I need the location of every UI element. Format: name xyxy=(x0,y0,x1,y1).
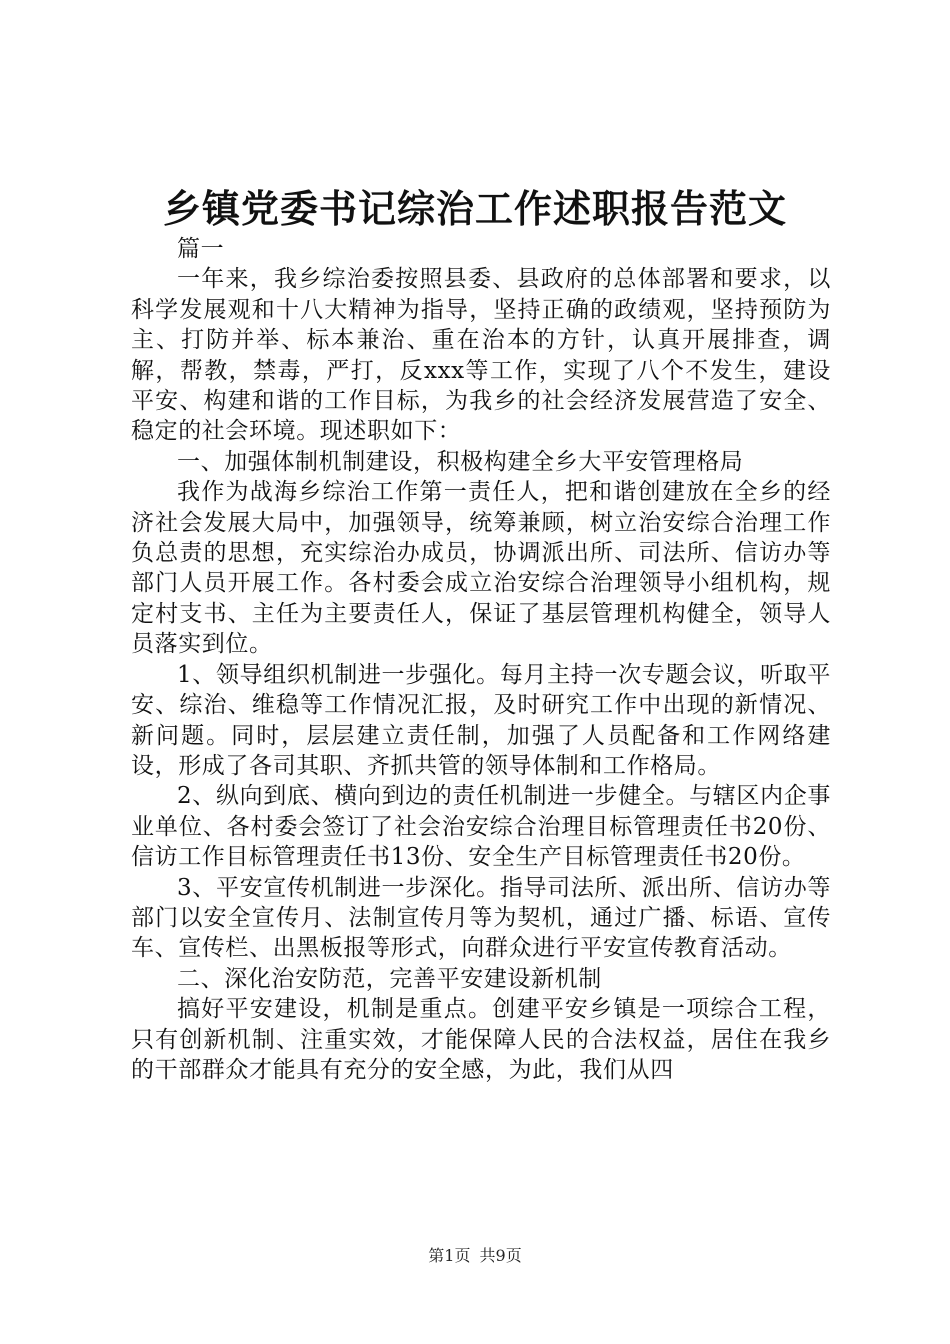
body-paragraph: 我作为战海乡综治工作第一责任人，把和谐创建放在全乡的经济社会发展大局中，加强领导，统筹兼顾，树立治安综合治理工作负总责的思想，充实综治办成员，协调派出所、司法所、信访办等部门人员开展工作。各村委会成立治安综合治理领导小组机构，规定村支书、主任为主要责任人，保证了基层管理机构健全，领导人员落实到位。 xyxy=(131,479,831,658)
page-number: 第1页 xyxy=(428,1246,471,1265)
intro-paragraph: 一年来，我乡综治委按照县委、县政府的总体部署和要求，以科学发展观和十八大精神为指导，坚持正确的政绩观，坚持预防为主、打防并举、标本兼治、重在治本的方针，认真开展排查，调解，帮教，禁毒，严打，反xxx等工作，实现了八个不发生，建设平安、构建和谐的工作目标，为我乡的社会经济发展营造了安全、稳定的社会环境。现述职如下： xyxy=(131,266,831,445)
body-paragraph: 搞好平安建设，机制是重点。创建平安乡镇是一项综合工程，只有创新机制、注重实效，才能保障人民的合法权益，居住在我乡的干部群众才能具有充分的安全感，为此，我们从四 xyxy=(131,996,831,1083)
body-paragraph: 3、平安宣传机制进一步深化。指导司法所、派出所、信访办等部门以安全宣传月、法制宣传月等为契机，通过广播、标语、宣传车、宣传栏、出黑板报等形式，向群众进行平安宣传教育活动。 xyxy=(131,874,831,962)
body-paragraph: 2、纵向到底、横向到边的责任机制进一步健全。与辖区内企事业单位、各村委会签订了社会治安综合治理目标管理责任书20份、信访工作目标管理责任书13份、安全生产目标管理责任书20份。 xyxy=(131,783,831,871)
page-total: 共9页 xyxy=(479,1246,522,1265)
page-footer xyxy=(0,1245,950,1267)
body-paragraph: 1、领导组织机制进一步强化。每月主持一次专题会议，听取平安、综治、维稳等工作情况汇报，及时研究工作中出现的新情况、新问题。同时，层层建立责任制，加强了人员配备和工作网络建设，形成了各司其职、齐抓共管的领导体制和工作格局。 xyxy=(131,661,831,779)
document-title: 乡镇党委书记综治工作述职报告范文 xyxy=(162,186,787,231)
section-label: 篇一 xyxy=(177,236,225,262)
document-body xyxy=(131,234,831,1085)
section-heading-2: 二、深化治安防范，完善平安建设新机制 xyxy=(177,965,602,992)
section-heading-1: 一、加强体制机制建设，积极构建全乡大平安管理格局 xyxy=(177,448,744,475)
